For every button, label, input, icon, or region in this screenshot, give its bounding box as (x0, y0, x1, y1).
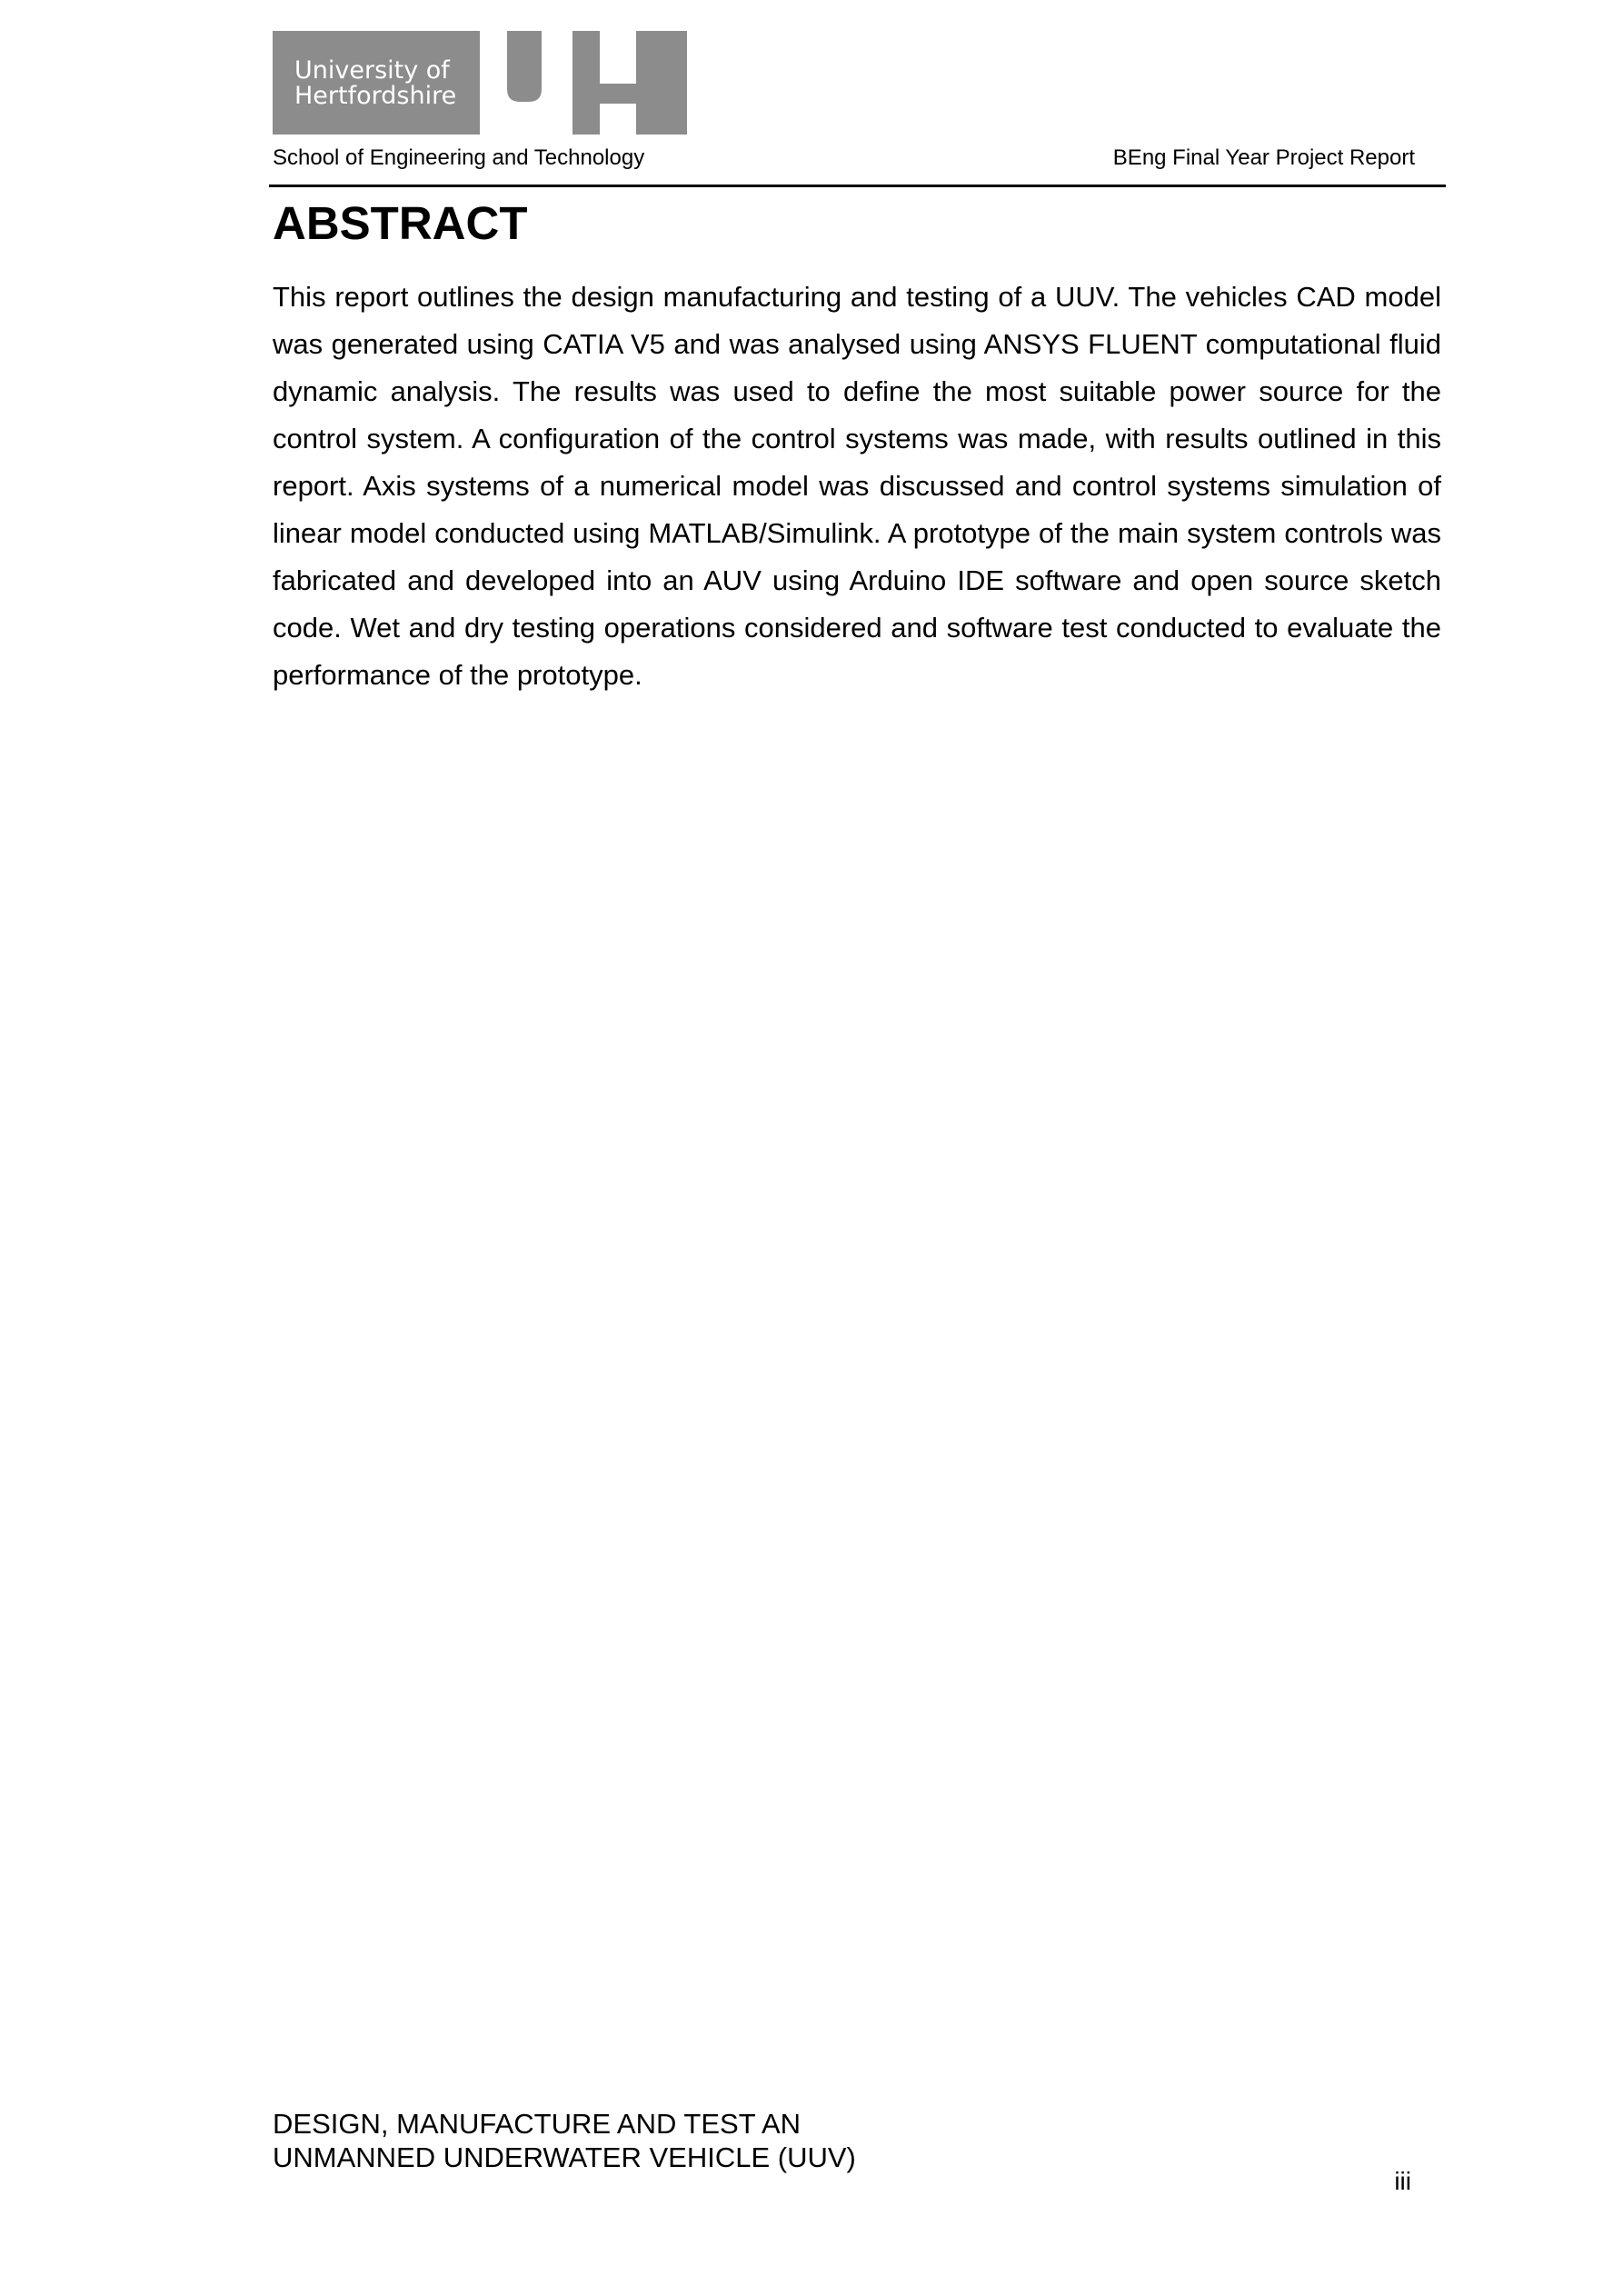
footer-title-line1: DESIGN, MANUFACTURE AND TEST AN (273, 2108, 802, 2140)
header-divider (269, 185, 1446, 187)
abstract-paragraph: This report outlines the design manufacturing and testing of a UUV. The vehicles CAD model was generated using CATIA V5 and was analysed using ANSYS FLUENT computational fluid dynamic analysis. The results was used to define the most suitable power source for the control system. A configuration of the control systems was made, with results outlined in this report. Axis systems of a numerical model was discussed and control systems simulation of linear model conducted using MATLAB/Simulink. A prototype of the main system controls was fabricated and developed into an AUV using Arduino IDE software and open source sketch code. Wet and dry testing operations considered and software test conducted to evaluate the performance of the prototype. (273, 281, 1441, 691)
header-school: School of Engineering and Technology (273, 145, 645, 170)
header-report-type: BEng Final Year Project Report (1112, 145, 1415, 170)
university-of-hertfordshire-logo-icon (273, 31, 687, 135)
footer-report-title (273, 2107, 856, 2174)
logo-text-line1: University of (294, 56, 450, 85)
footer-title-line2: UNMANNED UNDERWATER VEHICLE (UUV) (273, 2141, 856, 2173)
logo-text-line2: Hertfordshire (294, 82, 457, 110)
page-number: iii (1394, 2167, 1411, 2195)
section-title: ABSTRACT (273, 197, 528, 249)
university-logo (273, 31, 687, 135)
